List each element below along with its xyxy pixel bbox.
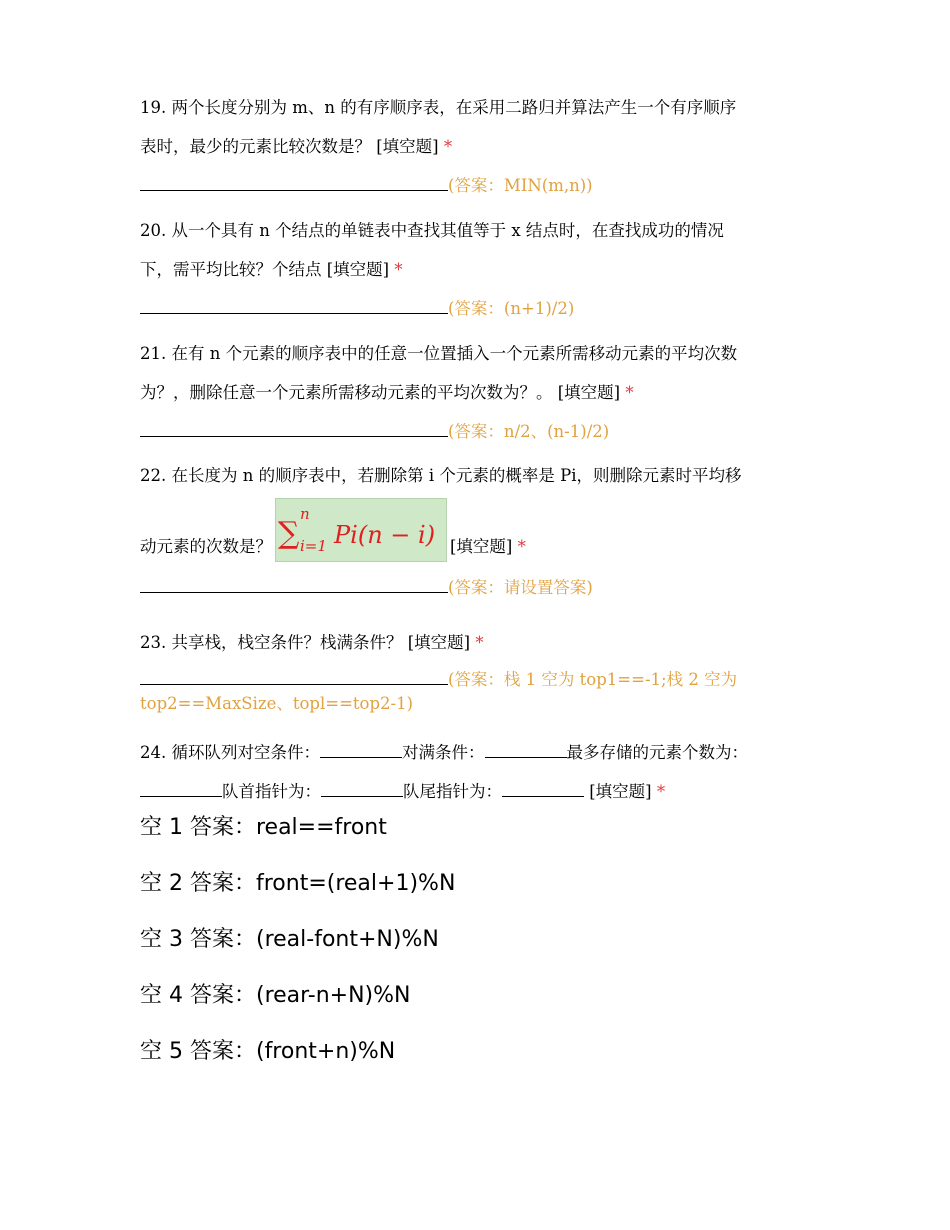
question-24 [140,733,810,811]
question-type-tag: [填空题] [557,383,621,402]
fill-blank-2[interactable] [485,741,567,758]
answer-line [140,166,810,205]
question-text: 为？，删除任意一个元素所需移动元素的平均次数为？。 [填空题] * [140,383,634,402]
question-21 [140,334,810,451]
required-star: * [394,260,403,279]
answer-line [140,289,810,328]
answer-line [140,412,810,451]
question-text: 19. 两个长度分别为 m、n 的有序顺序表，在采用二路归并算法产生一个有序顺序 [140,98,737,117]
answer-text: (答案：(n+1)/2) [448,299,575,318]
answer-text: (答案：请设置答案) [448,578,593,597]
answer-line [140,668,810,692]
question-type-tag: [填空题] [589,782,652,801]
question-text: 21. 在有 n 个元素的顺序表中的任意一位置插入一个元素所需移动元素的平均次数 [140,344,738,363]
question-type-tag: [填空题] [407,633,471,652]
fill-blank-4[interactable] [321,780,403,797]
question-text: 表时，最少的元素比较次数是？ [填空题] * [140,137,453,156]
answer-blank[interactable] [140,297,448,314]
sum-lower-limit: i=1 [300,537,327,555]
answer-blank[interactable] [140,668,448,685]
sum-expression: Pi(n − i) [334,521,436,549]
blank-answer-5: 空 5 答案：(front+n)%N [140,1039,396,1064]
question-type-tag: [填空题] [376,137,439,156]
fill-blank-3[interactable] [140,780,222,797]
required-star: * [625,383,634,402]
question-20 [140,211,810,328]
question-text: 24. 循环队列对空条件： 对满条件： 最多存储的元素个数为： [140,743,748,762]
blank-answer-3: 空 3 答案：(real-font+N)%N [140,927,439,952]
blank-answer-1: 空 1 答案：real==front [140,815,387,840]
blank-answer-2: 空 2 答案：front=(real+1)%N [140,871,456,896]
answer-text: (答案：MIN(m,n)) [448,176,593,195]
answer-text: (答案：栈 1 空为 top1==-1;栈 2 空为 [448,670,738,689]
question-text: 队首指针为： 队尾指针为： [填空题] * [140,772,810,811]
answer-blank[interactable] [140,420,448,437]
question-text: 20. 从一个具有 n 个结点的单链表中查找其值等于 x 结点时，在查找成功的情况 [140,221,724,240]
answer-text-continued: top2==MaxSize、topl==top2-1) [140,694,414,713]
formula-image [275,498,447,562]
answer-text: (答案：n/2、(n-1)/2) [448,422,610,441]
required-star: * [517,537,526,556]
sum-upper-limit: n [300,505,310,523]
required-star: * [656,782,666,801]
question-type-tag: [填空题] [326,260,390,279]
question-text: 下，需平均比较？个结点 [填空题] * [140,260,403,279]
question-23 [140,623,810,716]
question-22 [140,456,810,607]
required-star: * [475,633,484,652]
question-text: 23. 共享栈，栈空条件？栈满条件？ [填空题] * [140,633,484,652]
answer-line-continued [140,692,810,716]
answer-line [140,568,810,607]
question-text: 动元素的次数是？ ∑ n i=1 Pi(n − i) [填空题] * [140,495,810,568]
answer-blank[interactable] [140,174,448,191]
sum-symbol: ∑ [278,516,300,551]
fill-blank-1[interactable] [320,741,402,758]
question-text: 22. 在长度为 n 的顺序表中，若删除第 i 个元素的概率是 Pi，则删除元素时平均移 [140,466,742,485]
blank-answer-4: 空 4 答案：(rear-n+N)%N [140,983,411,1008]
sum-formula [276,499,446,561]
fill-blank-5[interactable] [502,780,584,797]
question-type-tag: [填空题] [450,537,513,556]
answer-blank[interactable] [140,576,448,593]
question-19 [140,88,810,205]
required-star: * [443,137,453,156]
